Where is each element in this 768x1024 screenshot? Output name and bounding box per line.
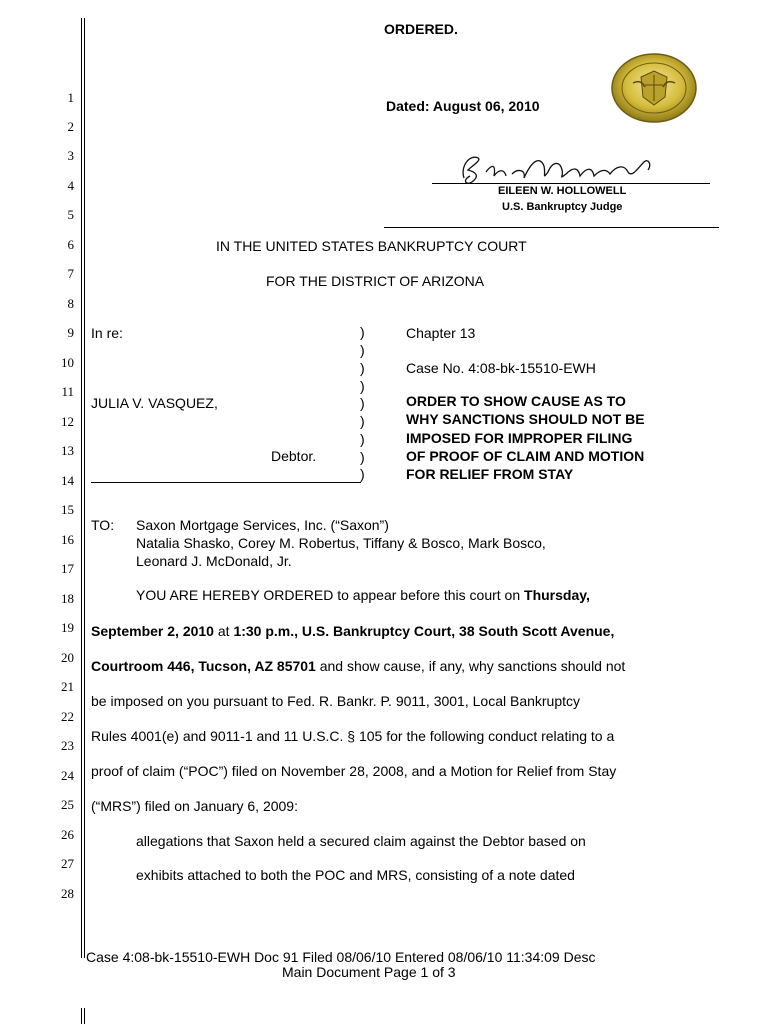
body-line-4: be imposed on you pursuant to Fed. R. Bankr. P. 9011, 3001, Local Bankruptcy bbox=[91, 693, 581, 709]
hearing-date: September 2, 2010 bbox=[91, 623, 214, 639]
line-number: 15 bbox=[61, 502, 74, 517]
line-number: 25 bbox=[61, 797, 74, 812]
line-number: 2 bbox=[67, 119, 74, 134]
order-title-1: ORDER TO SHOW CAUSE AS TO bbox=[406, 393, 626, 409]
order-title-4: OF PROOF OF CLAIM AND MOTION bbox=[406, 448, 645, 464]
caption-paren: ) bbox=[360, 449, 365, 465]
ordered-stamp: ORDERED. bbox=[384, 21, 458, 37]
filing-footer-line-2: Main Document Page 1 of 3 bbox=[282, 964, 456, 980]
line-number: 19 bbox=[61, 620, 74, 635]
line-number: 23 bbox=[61, 738, 74, 753]
caption-underline bbox=[91, 482, 361, 483]
caption-paren: ) bbox=[360, 395, 365, 411]
debtor-name: JULIA V. VASQUEZ, bbox=[91, 395, 218, 411]
hearing-courtroom: Courtroom 446, Tucson, AZ 85701 bbox=[91, 658, 316, 674]
line-number: 21 bbox=[61, 679, 74, 694]
court-name: IN THE UNITED STATES BANKRUPTCY COURT bbox=[216, 238, 527, 254]
to-recipient-1: Saxon Mortgage Services, Inc. (“Saxon”) bbox=[136, 517, 389, 533]
court-district: FOR THE DISTRICT OF ARIZONA bbox=[266, 273, 485, 289]
line-number: 10 bbox=[61, 355, 74, 370]
order-title-2: WHY SANCTIONS SHOULD NOT BE bbox=[406, 411, 645, 427]
header-divider bbox=[384, 227, 719, 228]
judge-title: U.S. Bankruptcy Judge bbox=[502, 201, 623, 213]
line-number: 1 bbox=[67, 90, 74, 105]
case-number: Case No. 4:08-bk-15510-EWH bbox=[406, 360, 596, 376]
order-title-3: IMPOSED FOR IMPROPER FILING bbox=[406, 430, 633, 446]
body-line-2 bbox=[91, 623, 614, 639]
line-number: 20 bbox=[61, 650, 74, 665]
caption-paren: ) bbox=[360, 342, 365, 358]
margin-rule-left bbox=[81, 18, 82, 958]
line-number: 26 bbox=[61, 827, 74, 842]
body-line-8: allegations that Saxon held a secured claim against the Debtor based on bbox=[136, 833, 586, 849]
body-line-5: Rules 4001(e) and 9011-1 and 11 U.S.C. § 105 for the following conduct relating to a bbox=[91, 728, 615, 744]
filing-footer-line-1: Case 4:08-bk-15510-EWH Doc 91 Filed 08/06/10 Entered 08/06/10 11:34:09 Desc bbox=[86, 949, 596, 965]
line-number: 16 bbox=[61, 532, 74, 547]
line-number: 13 bbox=[61, 443, 74, 458]
to-recipient-2: Natalia Shasko, Corey M. Robertus, Tiffany & Bosco, Mark Bosco, bbox=[136, 535, 546, 551]
caption-paren: ) bbox=[360, 360, 365, 376]
caption-paren: ) bbox=[360, 466, 365, 482]
line-number: 28 bbox=[61, 886, 74, 901]
body-line-1 bbox=[136, 587, 590, 603]
body-text: and show cause, if any, why sanctions should not bbox=[315, 658, 626, 674]
caption-paren: ) bbox=[360, 324, 365, 340]
line-number: 3 bbox=[67, 148, 74, 163]
line-number: 22 bbox=[61, 709, 74, 724]
margin-rule-right bbox=[84, 18, 85, 958]
line-number: 24 bbox=[61, 768, 74, 783]
to-label: TO: bbox=[91, 517, 115, 533]
margin-rule-next-page-2 bbox=[84, 1008, 85, 1024]
line-number: 11 bbox=[61, 384, 74, 399]
in-re-label: In re: bbox=[91, 325, 123, 341]
chapter-label: Chapter 13 bbox=[406, 325, 476, 341]
line-number: 5 bbox=[67, 207, 74, 222]
body-line-7: (“MRS”) filed on January 6, 2009: bbox=[91, 798, 298, 814]
debtor-label: Debtor. bbox=[271, 448, 317, 464]
to-recipient-3: Leonard J. McDonald, Jr. bbox=[136, 553, 292, 569]
judge-name: EILEEN W. HOLLOWELL bbox=[498, 185, 627, 197]
caption-paren: ) bbox=[360, 431, 365, 447]
body-text: at bbox=[213, 623, 234, 639]
line-number: 4 bbox=[67, 178, 74, 193]
court-seal bbox=[611, 53, 697, 123]
body-text: YOU ARE HEREBY ORDERED to appear before this court on bbox=[136, 587, 525, 603]
body-line-3 bbox=[91, 658, 625, 674]
line-number: 14 bbox=[61, 473, 74, 488]
dated-line: Dated: August 06, 2010 bbox=[386, 98, 540, 114]
line-number: 18 bbox=[61, 591, 74, 606]
line-number: 12 bbox=[61, 414, 74, 429]
margin-rule-next-page bbox=[81, 1008, 82, 1024]
line-number: 17 bbox=[61, 561, 74, 576]
body-line-6: proof of claim (“POC”) filed on November 28, 2008, and a Motion for Relief from Stay bbox=[91, 763, 617, 779]
body-line-9: exhibits attached to both the POC and MRS, consisting of a note dated bbox=[136, 867, 575, 883]
caption-paren: ) bbox=[360, 378, 365, 394]
line-number: 7 bbox=[67, 266, 74, 281]
order-title-5: FOR RELIEF FROM STAY bbox=[406, 466, 574, 482]
signature-line bbox=[432, 183, 710, 184]
line-number: 9 bbox=[67, 325, 74, 340]
line-number: 27 bbox=[61, 856, 74, 871]
hearing-location: 1:30 p.m., U.S. Bankruptcy Court, 38 South Scott Avenue, bbox=[233, 623, 615, 639]
line-number: 6 bbox=[67, 237, 74, 252]
hearing-day: Thursday, bbox=[524, 587, 590, 603]
line-number: 8 bbox=[67, 296, 74, 311]
caption-paren: ) bbox=[360, 413, 365, 429]
